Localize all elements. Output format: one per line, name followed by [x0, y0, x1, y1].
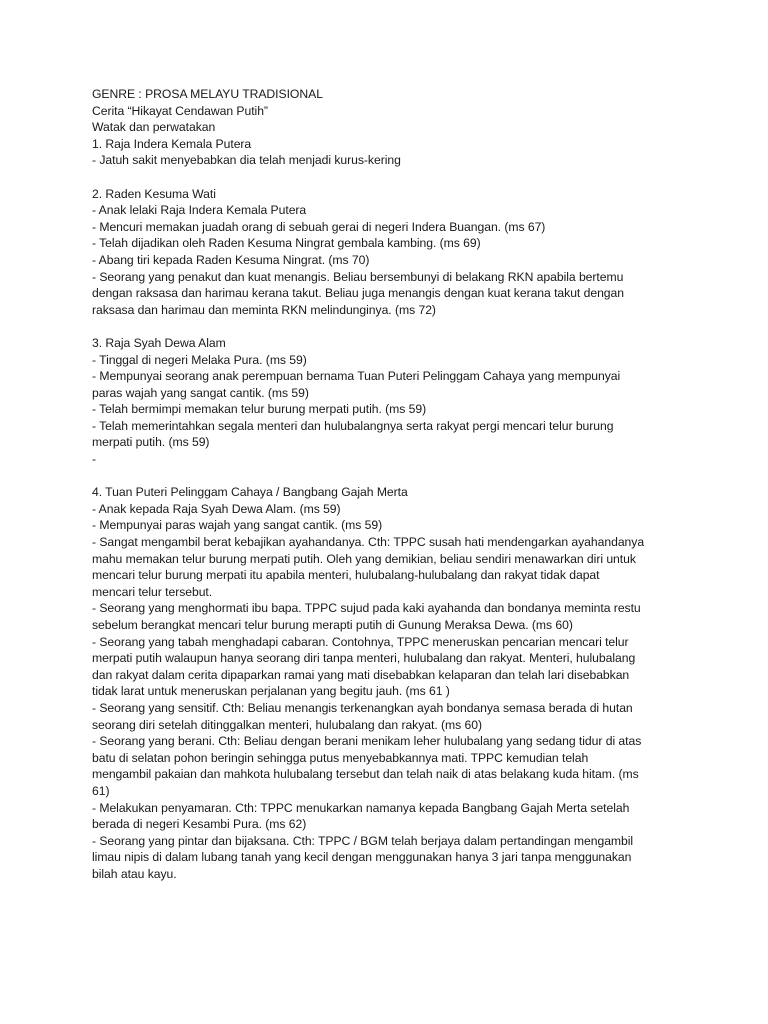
text-line: 1. Raja Indera Kemala Putera — [92, 136, 252, 151]
text-line: 61) — [92, 783, 110, 798]
text-line: sebelum berangkat mencari telur burung merapti putih di Gunung Meraksa Dewa. (ms 60) — [92, 618, 573, 632]
text-line: - — [92, 452, 97, 467]
text-line: - Seorang yang sensitif. Cth: Beliau menangis terkenangkan ayah bondanya semasa berada di hutan — [92, 700, 633, 715]
text-line: Cerita “Hikayat Cendawan Putih” — [92, 103, 268, 118]
text-line: - Seorang yang tabah menghadapi cabaran. Contohnya, TPPC meneruskan pencarian mencari telur — [92, 634, 629, 649]
text-line: limau nipis di dalam lubang tanah yang kecil dengan menggunakan hanya 3 jari tanpa menggunakan — [92, 850, 632, 865]
text-line: mencari telur burung merpati itu apabila menteri, hulubalang-hulubalang dan rakyat tidak dapat — [92, 568, 600, 583]
text-line: - Sangat mengambil berat kebajikan ayahandanya. Cth: TPPC susah hati mendengarkan ayahandanya — [92, 535, 645, 550]
text-line: GENRE : PROSA MELAYU TRADISIONAL — [92, 87, 323, 101]
text-line: raksasa dan harimau dan meminta RKN melindunginya. (ms 72) — [92, 302, 436, 317]
text-line: - Melakukan penyamaran. Cth: TPPC menukarkan namanya kepada Bangbang Gajah Merta setelah — [92, 800, 630, 815]
text-line: - Mencuri memakan juadah orang di sebuah gerai di negeri Indera Buangan. (ms 67) — [92, 219, 546, 234]
text-line: - Mempunyai paras wajah yang sangat cantik. (ms 59) — [92, 518, 383, 533]
document-page — [92, 86, 692, 883]
text-line: dan rakyat dalam cerita dipaparkan ramai yang mati disebabkan kelaparan dan telah lari disebabkan — [92, 667, 630, 682]
document-body — [92, 86, 692, 883]
text-line: Watak dan perwatakan — [92, 120, 216, 135]
text-line: dengan raksasa dan harimau kerana takut. Beliau juga menangis dengan kuat kerana takut dengan — [92, 286, 624, 301]
text-line: - Seorang yang berani. Cth: Beliau dengan berani menikam leher hulubalang yang sedang tidur di atas — [92, 734, 642, 749]
text-line: seorang diri setelah ditinggalkan menteri, hulubalang dan rakyat. (ms 60) — [92, 717, 482, 732]
text-line: paras wajah yang sangat cantik. (ms 59) — [92, 385, 309, 400]
blank-line — [92, 318, 692, 335]
text-line: 3. Raja Syah Dewa Alam — [92, 335, 226, 350]
text-line: - Seorang yang pintar dan bijaksana. Cth: TPPC / BGM telah berjaya dalam pertandingan mengambil — [92, 833, 634, 848]
text-line: batu di selatan pohon beringin sehingga putus menyebabkannya mati. TPPC kemudian telah — [92, 750, 589, 765]
text-line: - Seorang yang penakut dan kuat menangis. Beliau bersembunyi di belakang RKN apabila bertemu — [92, 269, 624, 284]
text-line: - Telah dijadikan oleh Raden Kesuma Ningrat gembala kambing. (ms 69) — [92, 236, 481, 251]
text-line: 4. Tuan Puteri Pelinggam Cahaya / Bangbang Gajah Merta — [92, 485, 408, 500]
text-line: - Jatuh sakit menyebabkan dia telah menjadi kurus-kering — [92, 153, 401, 168]
text-line: merpati putih walaupun hanya seorang diri tanpa menteri, hulubalang dan rakyat. Menteri, hulubalang — [92, 651, 636, 666]
text-line: bilah atau kayu. — [92, 866, 177, 881]
text-line: - Anak lelaki Raja Indera Kemala Putera — [92, 203, 307, 218]
text-line: - Seorang yang menghormati ibu bapa. TPPC sujud pada kaki ayahanda dan bondanya meminta restu — [92, 601, 641, 616]
text-line: - Telah bermimpi memakan telur burung merpati putih. (ms 59) — [92, 402, 427, 417]
text-line: - Tinggal di negeri Melaka Pura. (ms 59) — [92, 352, 307, 367]
text-line: tidak larat untuk meneruskan perjalanan yang begitu jauh. (ms 61 ) — [92, 684, 450, 699]
text-line: - Abang tiri kepada Raden Kesuma Ningrat. (ms 70) — [92, 252, 370, 267]
text-line: mahu memakan telur burung merpati putih. Oleh yang demikian, beliau sendiri menawarkan diri untuk — [92, 551, 636, 566]
text-line: - Telah memerintahkan segala menteri dan hulubalangnya serta rakyat pergi mencari telur burung — [92, 418, 614, 433]
text-line: merpati putih. (ms 59) — [92, 435, 210, 450]
text-line: mengambil pakaian dan mahkota hulubalang tersebut dan telah naik di atas belakang kuda hitam. (ms — [92, 767, 639, 782]
text-line: mencari telur tersebut. — [92, 584, 213, 599]
text-line: berada di negeri Kesambi Pura. (ms 62) — [92, 817, 307, 832]
blank-line — [92, 169, 692, 186]
text-line: 2. Raden Kesuma Wati — [92, 186, 216, 201]
text-line: - Mempunyai seorang anak perempuan bernama Tuan Puteri Pelinggam Cahaya yang mempunyai — [92, 369, 621, 384]
blank-line — [92, 468, 692, 485]
text-line: - Anak kepada Raja Syah Dewa Alam. (ms 59) — [92, 501, 341, 516]
